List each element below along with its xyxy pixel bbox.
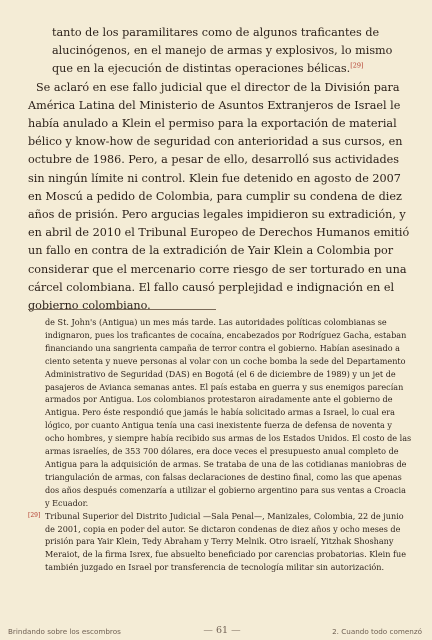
page-footer — [4, 625, 428, 639]
footnote-continuation: de St. John's (Antigua) un mes más tarde. Las autoridades políticas colombianas se indignaron, pues los traficantes de cocaína, encabezados por Rodríguez Gacha, estaban financiando una sangrienta campaña de terror contra el gobierno. Habían asesinado a ciento setenta y nueve personas al volar con un coche bomba la sede del Departamento Administrativo de Seguridad (DAS) en Bogotá (el 6 de diciembre de 1989) y un jet de pasajeros de Avianca semanas antes. El país estaba en guerra y sus enemigos parecían armados por Antigua. Los colombianos protestaron airadamente ante el gobierno de Antigua. Pero éste respondió que jamás le había solicitado armas a Israel, lo cual era lógico, por cuanto Antigua tenía una casi inexistente fuerza de defensa de noventa y ocho hombres, y siempre había recibido sus armas de los Estados Unidos. El costo de las armas israelíes, de 353 700 dólares, era doce veces el presupuesto anual completo de Antigua para la adquisición de armas. Se trataba de una de las cotidianas maniobras de triangulación de armas, con falsas declaraciones de destino final, como las que apenas dos años después comenzaría a utilizar el gobierno argentino para sus ventas a Croacia y Ecuador. — [45, 317, 412, 508]
footnote-29-marker[interactable]: [29] — [28, 511, 41, 519]
body-paragraph: Se aclaró en ese fallo judicial que el director de la División para América Latina del Ministerio de Asuntos Extranjeros de Israel le había anulado a Klein el permiso para la exportación de material bélico y know-how de seguridad con anterioridad a sus cursos, en octubre de 1986. Pero, a pesar de ello, desarrolló sus actividades sin ningún límite ni control. Klein fue detenido en agosto de 2007 en Moscú a pedido de Colombia, para cumplir su condena de diez años de prisión. Pero argucias legales impidieron su extradición, y en abril de 2010 el Tribunal Europeo de Derechos Humanos emitió un fallo en contra de la extradición de Yair Klein a Colombia por considerar que el mercenario corre riesgo de ser torturado en una cárcel colombiana. El fallo causó perplejidad e indignación en el gobierno colombiano. — [28, 80, 410, 313]
quote-line-text: que en la ejecución de distintas operaciones bélicas. — [52, 62, 351, 76]
footer-dash-right: — — [231, 625, 241, 636]
main-text — [28, 24, 410, 315]
footnote-divider — [28, 309, 216, 310]
quote-line: alucinógenos, en el manejo de armas y explosivos, lo mismo — [52, 44, 393, 58]
quote-line: tanto de los paramilitares como de algunos traficantes de — [52, 26, 380, 39]
footer-chapter-title: 2. Cuando todo comenzó — [332, 627, 422, 636]
block-quote — [28, 24, 410, 79]
footnote-29-text: Tribunal Superior del Distrito Judicial —Sala Penal—, Manizales, Colombia, 22 de junio de 2001, copia en poder del autor. Se dictaron condenas de diez años y ocho meses de prisión para Yair Klein, Tedy Abraham y Terry Melnik. Otro israelí, Yitzhak Shoshany Meraiot, de la firma Isrex, fue absuelto beneficiado por carencias probatorias. Klein fue también juzgado en Israel por transferencia de tecnología militar sin autorización. — [45, 510, 407, 573]
page-number-block — [190, 625, 254, 636]
page-number: 61 — [215, 625, 229, 636]
footer-book-title: Brindando sobre los escombros — [8, 627, 121, 636]
footnote-ref-29[interactable]: [29] — [350, 61, 364, 70]
footer-dash-left: — — [203, 625, 213, 636]
footnotes — [28, 316, 412, 574]
footnote-29 — [28, 510, 412, 575]
quote-line — [52, 60, 404, 78]
